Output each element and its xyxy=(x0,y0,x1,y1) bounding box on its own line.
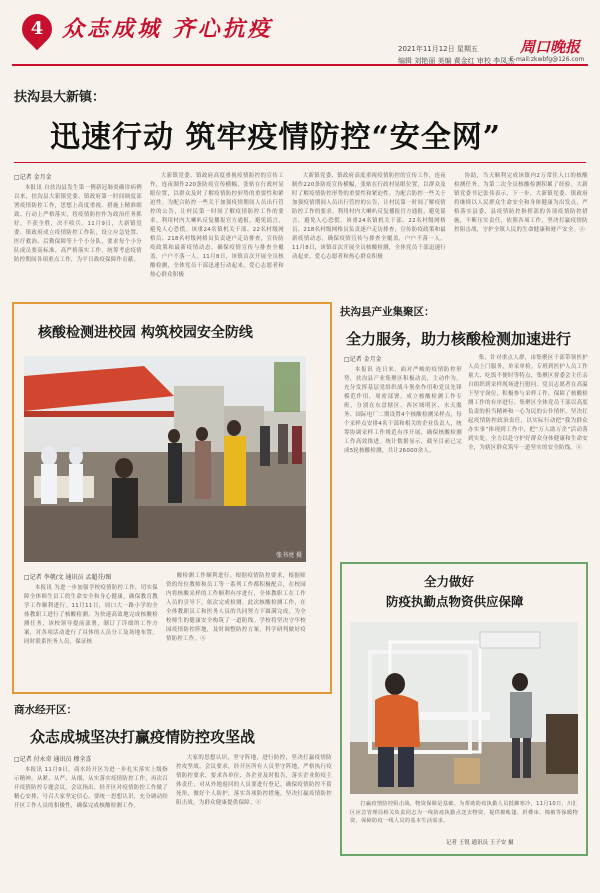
story1-column-1: 本报讯 自扶沟县发生第一例新冠肺炎确诊病例以来，扶沟县大新镇党委、镇政府第一时间调度部署疫情防控工作，思想上高度重视、措施上精准细致、行动上严格落实，将疫情防控作为政治任务抓好，不获全胜，决不收兵。11月9日，大新镇党委、镇政府成立疫情防控工作队，设立应急处置、医疗救治、后勤保障等十个小分队，要求每个小分队成员要高标准、高严格落实工作，统筹考虑疫情防控期间各项重点工作，为平日战疫保障作贡献。 xyxy=(14,185,142,263)
editors-line: 编辑 刘艳丽 美编 黄金红 审校 李凤杰 xyxy=(398,57,515,65)
story2-photo-caption: 张书亮 摄 xyxy=(276,552,302,559)
story5-column-2: 大家的思想认识，坚守阵地，进行防控，坚决打赢疫情防控攻坚战。会议要求，经开区所有人员坚守阵地，严格执行疫情防控要求，要求各单位、各企业及时报告，落实企业防疫主体责任，对从外地返回的人员要进行登记，确保疫情防控不留死角，做好个人防护，落实各项防控措施，坚决打赢疫情防控阻击战，为群众健康提供保障。ⓐ xyxy=(176,755,332,806)
story5-byline: □记者 付永奇 通讯员 穆全喜 xyxy=(14,756,92,763)
newspaper-logo: 周口晚报 xyxy=(520,38,581,56)
story1-byline: □记者 金月金 xyxy=(14,174,52,181)
story2-byline: □记者 李朝/文 通讯员 孟超芬/图 xyxy=(24,574,112,581)
story2-photo xyxy=(24,356,306,562)
contact-email: E-mail:zkwbfg@126.com xyxy=(510,56,585,63)
story1-column-2: 大新镇党委、镇政府高度重视疫情防控的宣传工作，连夜制作220条防疫宣传横幅，张贴在行政村显眼位置，以群众及时了解疫情防控形势的重要性和紧迫性。为配合防控一些关于加强疫情期间人员出行管控的公告，让村民第一时间了解疫情防控工作的要求。利用村内大喇叭反复播报官方通报，避免谣言，避免人心恐慌。该重24名镇机关干部、22名村级网格员、218名村级网格员负责逐户走访排查，宣传防疫政策和最新疫情动态，确保疫情宣传与排查全覆盖，户户不落一人。11月8日，该镇首次开展全员核酸检测，全体党员干部迅速行动起来，爱心志愿者和热心群众积极 xyxy=(150,173,284,278)
story4-caption: 打赢疫情防控阻击战，物资保障是基础。为帮助防疫执勤人员抵御寒冷，11月10日，川汇区应急管理局相关负责同志为一线防疫执勤点送去物资，提供棉帐篷、折叠床、棉被等保暖物资，保障防疫一线人员的基本生活需求。 xyxy=(350,801,578,824)
story4-photo xyxy=(350,622,578,794)
story1-headline: 迅速行动 筑牢疫情防控“安全网” xyxy=(50,120,501,155)
section-title: 众志成城 齐心抗疫 xyxy=(62,16,273,42)
page-number-badge xyxy=(16,8,58,50)
story3-column-1: 本报讯 连日来，面对严峻的疫情防控形势，扶沟县产业集聚区积极动员，主动作为，充分发挥基层党组织战斗堡垒作用和党员先锋模范作用，周密部署，成立核酸检测工作专班，分别在东盘辖区、西区域明区、水天服务、国际电厂二期设置4个核酸检测采样点，每个采样点安排4名干部和相关的企业负责人，统筹协调采样工作规范有序开展，确保核酸检测工作高效推进。统计数据显示，截至目前已完成5轮核酸检测，共计26000余人。 xyxy=(344,367,462,454)
nucleic-test-school-photo xyxy=(24,356,306,562)
story2-column-2: 酸检测工作顺利进行。根据疫情防控要求，根据师资的每位教师和员工等一系列工作都积极配合，在校园内将核酸采样的工作顺利有序进行，全体教职工在工作人员的引导下，依次完成检测。此次核酸检测工作，在全体教职员工和医务人员的共同努力下圆满完成，为全校师生的健康安全构筑了一道防线。学校将坚决守牢校园疫情防控阵地，及时调整防控方案，科学研判做好疫情防控工作。ⓐ xyxy=(166,573,306,642)
issue-date: 2021年11月12日 星期五 xyxy=(398,45,478,53)
story5-column-1: 本报讯 11月9日，商水经开区为进一步扎实落实上级指示精神，从紧、从严、从细、从实落实疫情防控工作，再次召开疫情防控专题会议。会议指出，经开区对疫情防控工作做了精心安排，号召大家坚定信心、要统一思想认识，充分调动经开区工作人员的积极性，确保完成核酸检测工作。 xyxy=(14,767,168,809)
story3-byline: □记者 金月金 xyxy=(344,356,382,363)
story4-headline-line1: 全力做好 xyxy=(424,574,475,589)
story4-headline-line2: 防疫执勤点物资供应保障 xyxy=(386,594,524,609)
story3-location: 扶沟县产业集聚区： xyxy=(340,306,435,318)
story2-column-1: 本报讯 为进一步加强学校疫情防控工作，切实保障全体师生员工的生命安全和身心健康，确保教育教学工作顺利进行。11月11日，周口大一路小学的全体教职工进行了核酸检测。为快速高效地完成核酸检测任务，该校领导提前部署，制订了详细的工作方案，对各项活动进行了具体的人员分工及场地布置。同时联系医务人员，保证核 xyxy=(24,585,158,645)
story1-location: 扶沟县大新镇： xyxy=(14,90,106,105)
story5-headline: 众志成城坚决打赢疫情防控攻坚战 xyxy=(30,728,256,746)
story1-column-4: 协助，当天顺利完成该镇内2万常住人口的核酸检测任务。为第二次全员核酸检测积累了经验。大新镇党委书记张伟表示，下一步，大新镇党委、镇政府将继续以人民群众生命安全和身体健康为出发点，严格落实县委、县疫情防控指挥部的各项疫情防控措施，不断压实责任，依照各项工作，坚决打赢疫情防控阻击战，守护全镇人民的生命健康和财产安全。ⓐ xyxy=(454,173,588,233)
story5-location: 商水经开区： xyxy=(14,704,77,716)
story2-headline: 核酸检测进校园 构筑校园安全防线 xyxy=(38,325,253,341)
story1-rule xyxy=(14,162,586,163)
story4-photo-credit: 记者 王锐 通讯员 王子安 摄 xyxy=(446,840,514,846)
story3-headline: 全力服务，助力核酸检测加速进行 xyxy=(346,330,572,348)
story1-column-3: 大新镇党委、镇政府高度重视疫情防控的宣传工作，连夜制作220条防疫宣传横幅，张贴在行政村显眼位置，以群众及时了解疫情防控形势的重要性和紧迫性。为配合防控一些关于加强疫情期间人员出行管控的公告，让村民第一时间了解疫情防控工作的要求。利用村内大喇叭反复播报官方通报，避免谣言，避免人心恐慌。该重24名镇机关干部、22名村级网格员、218名村级网格员负责逐户走访排查，宣传防疫政策和最新疫情动态，确保疫情宣传与排查全覆盖，户户不落一人。11月8日，该镇首次开展全员核酸检测，全体党员干部迅速行动起来，爱心志愿者和热心群众积极 xyxy=(292,173,446,260)
page-number: 4 xyxy=(30,18,44,39)
story3-column-2: 集，针对重点人群，由集聚区干部带领医护人员上门服务，单采单检。专班到医护人员工作量大、吃饭不便时等特点，集聚区督委会主任亲自组织到采样现场进行慰问。党员志愿者在高温下坚守岗位，积极参与采样工作，保障了核酸检测工作的有序进行。集聚区全体党员干部以高度负责的担当精神和一心为民的公仆情怀，坚决扛起疫情防控政治责任，以实际行动把“我为群众办实事”体现到工作中，把“万人助万企”活动落到实处，全力以赴守护好群众身体健康和生命安全，为辖区群众筑牢一道坚实的安全防线。ⓐ xyxy=(468,355,588,451)
supplies-delivery-photo xyxy=(350,622,578,794)
